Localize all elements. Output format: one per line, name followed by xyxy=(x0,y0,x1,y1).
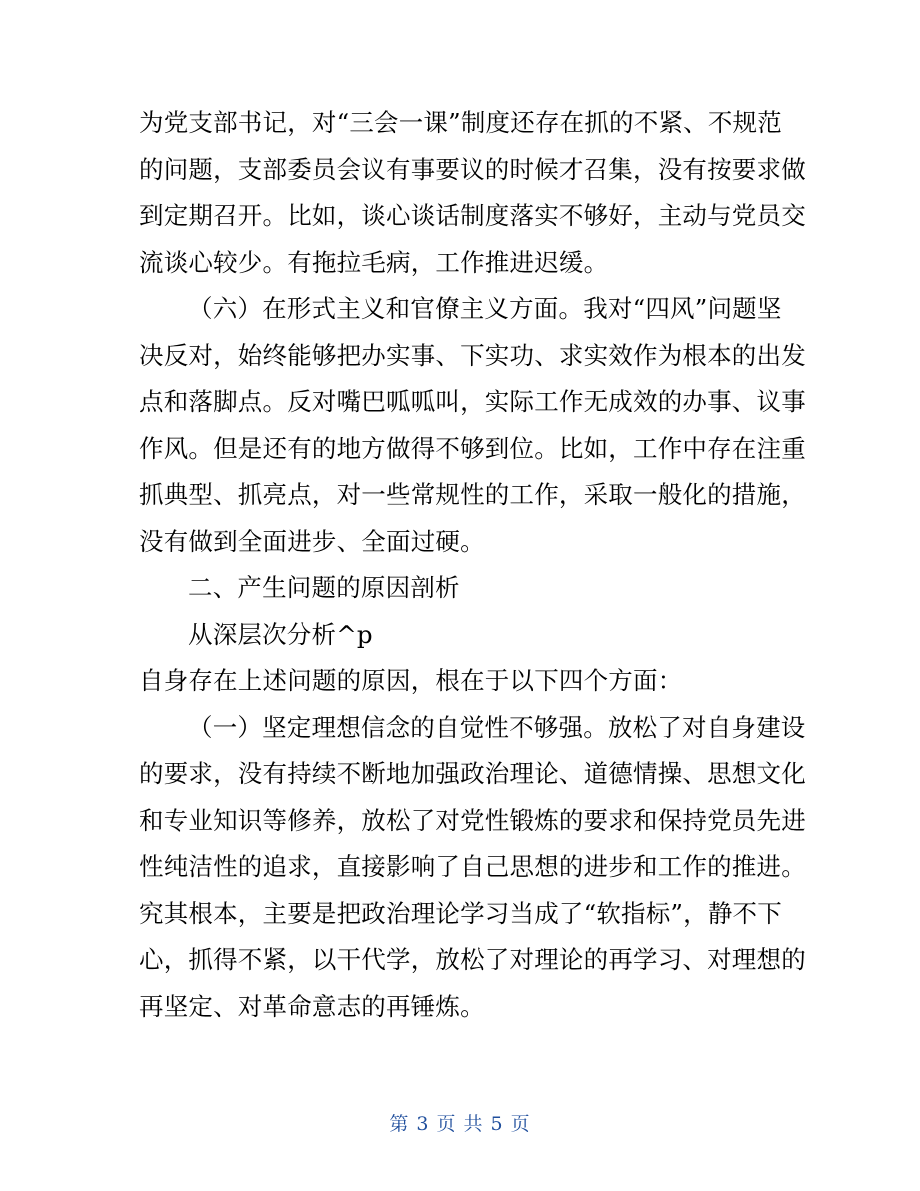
text-line: 作风。但是还有的地方做得不够到位。比如，工作中存在注重 xyxy=(139,433,806,463)
text-line: 心，抓得不紧，以干代学，放松了对理论的再学习、对理想的 xyxy=(139,945,806,974)
text-line: 的要求，没有持续不断地加强政治理论、道德情操、思想文化 xyxy=(139,759,806,788)
document-body xyxy=(139,100,806,1030)
text-line: 再坚定、对革命意志的再锤炼。 xyxy=(139,991,485,1021)
text-line: 究其根本，主要是把政治理论学习当成了“软指标”，静不下 xyxy=(139,898,782,928)
text-line: 没有做到全面进步、全面过硬。 xyxy=(139,526,485,556)
text-line: 决反对，始终能够把办实事、下实功、求实效作为根本的出发 xyxy=(139,340,806,370)
text-line: （六）在形式主义和官僚主义方面。我对“四风”问题坚 xyxy=(188,294,782,323)
text-line: 自身存在上述问题的原因，根在于以下四个方面： xyxy=(139,666,683,695)
text-line: 的问题，支部委员会议有事要议的时候才召集，没有按要求做 xyxy=(139,154,806,184)
text-line: 为党支部书记，对“三会一课”制度还存在抓的不紧、不规范 xyxy=(139,108,782,137)
text-line: 和专业知识等修养，放松了对党性锻炼的要求和保持党员先进 xyxy=(139,805,806,835)
section-heading: 二、产生问题的原因剖析 xyxy=(188,573,460,602)
text-line: 性纯洁性的追求，直接影响了自己思想的进步和工作的推进。 xyxy=(139,852,806,881)
page-number-footer: 第 3 页 共 5 页 xyxy=(389,1113,531,1135)
text-line: 点和落脚点。反对嘴巴呱呱叫，实际工作无成效的办事、议事 xyxy=(139,387,806,416)
text-line: 到定期召开。比如，谈心谈话制度落实不够好，主动与党员交 xyxy=(139,201,806,230)
text-line: 抓典型、抓亮点，对一些常规性的工作，采取一般化的措施， xyxy=(139,480,806,509)
text-line: 从深层次分析^p xyxy=(188,619,373,649)
text-line: 流谈心较少。有拖拉毛病，工作推进迟缓。 xyxy=(139,247,609,277)
text-line: （一）坚定理想信念的自觉性不够强。放松了对自身建设 xyxy=(188,712,806,742)
